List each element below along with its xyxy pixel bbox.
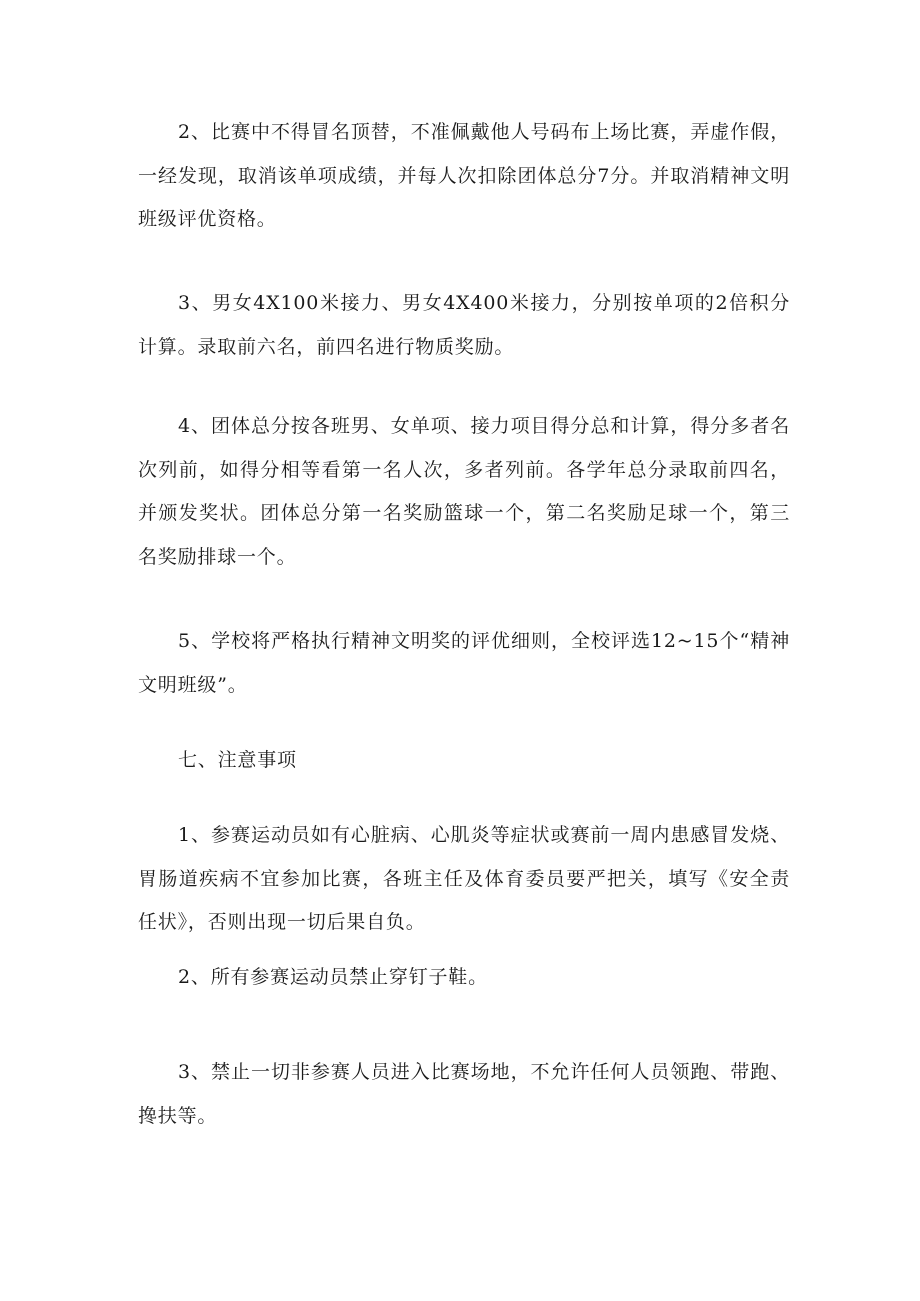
paragraph-rule-4-team-total: 4、团体总分按各班男、女单项、接力项目得分总和计算，得分多者名次列前，如得分相等看第一名人次，多者列前。各学年总分录取前四名，并颁发奖状。团体总分第一名奖励篮球一个，第二名奖励足球一个，第三名奖励排球一个。	[138, 415, 790, 568]
paragraph-precaution-2-spikes: 2、所有参赛运动员禁止穿钉子鞋。	[178, 966, 488, 988]
paragraph-rule-5-civilized-class: 5、学校将严格执行精神文明奖的评优细则，全校评选12~15个“精神文明班级”。	[138, 630, 790, 696]
section-heading-precautions: 七、注意事项	[178, 749, 297, 771]
paragraph-rule-2-impersonation: 2、比赛中不得冒名顶替，不准佩戴他人号码布上场比赛，弄虚作假，一经发现，取消该单项成绩，并每人次扣除团体总分7分。并取消精神文明班级评优资格。	[138, 121, 790, 230]
paragraph-precaution-1-health: 1、参赛运动员如有心脏病、心肌炎等症状或赛前一周内患感冒发烧、胃肠道疾病不宜参加比赛，各班主任及体育委员要严把关，填写《安全责任状》，否则出现一切后果自负。	[138, 824, 790, 933]
paragraph-precaution-3-field-access: 3、禁止一切非参赛人员进入比赛场地，不允许任何人员领跑、带跑、搀扶等。	[138, 1061, 790, 1127]
paragraph-rule-3-relay-scoring: 3、男女4X100米接力、男女4X400米接力，分别按单项的2倍积分计算。录取前六名，前四名进行物质奖励。	[138, 292, 790, 358]
